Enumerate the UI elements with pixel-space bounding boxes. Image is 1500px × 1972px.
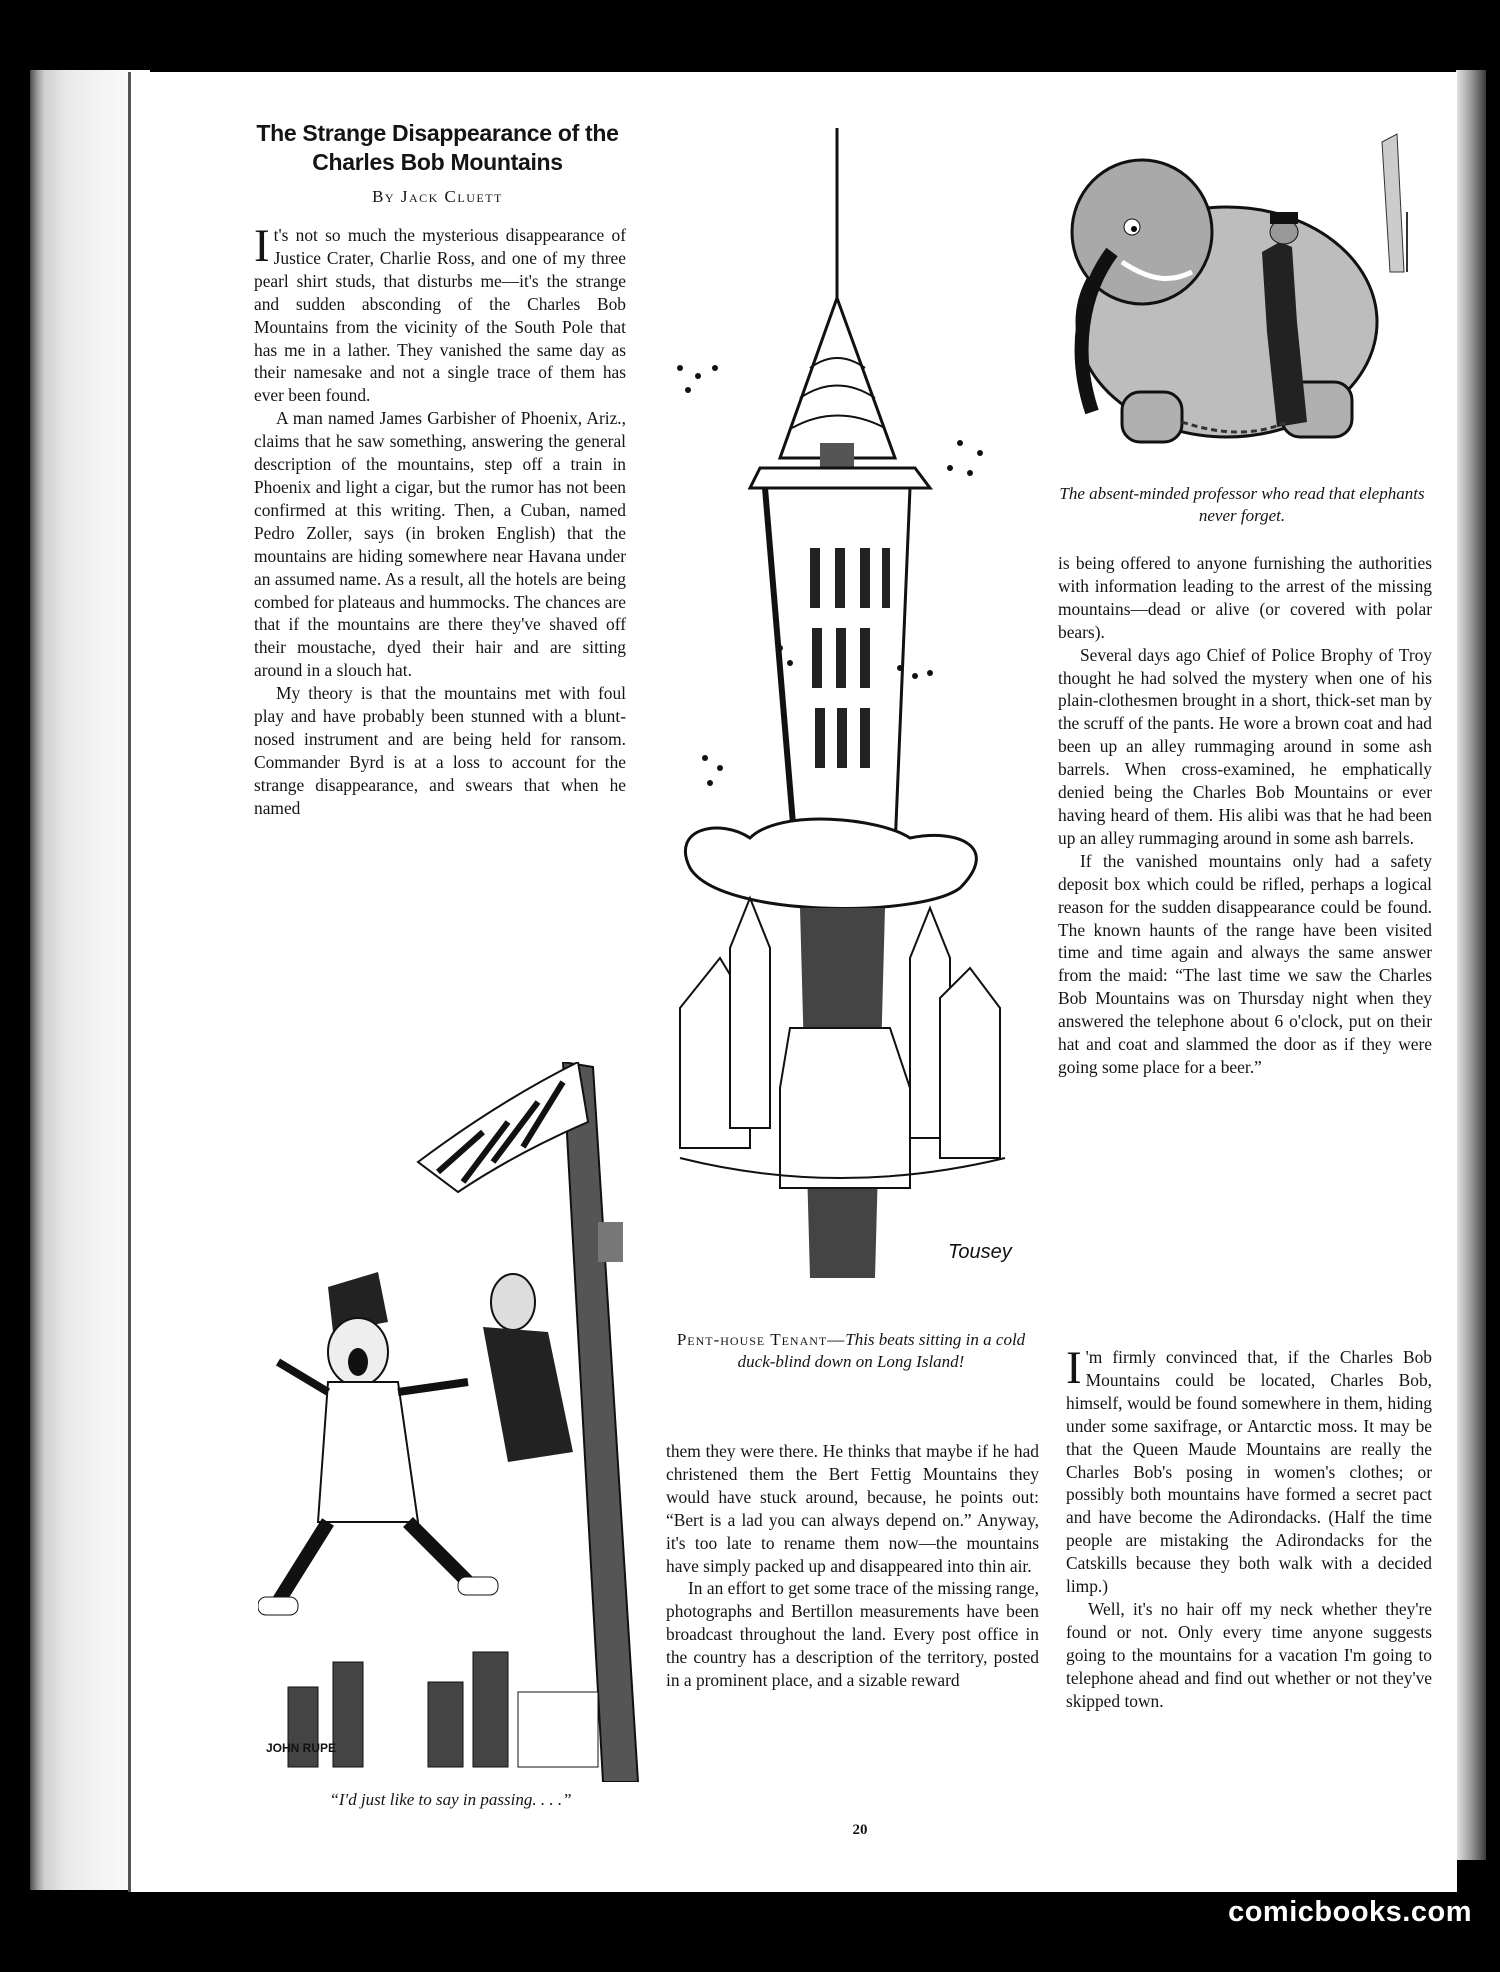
paragraph: In an effort to get some trace of the missing range, photographs and Bertillon measurements have been broadcast throughout the land. Every post office in the country has a description of the territory, posted in a prominent place, and a sizable reward: [666, 1578, 1039, 1691]
page-number: 20: [852, 1822, 868, 1838]
paragraph: If the vanished mountains only had a safety deposit box which could be rifled, perhaps a logical reason for the sudden disappearance could be found. The known haunts of the range have been visited time and time again and always the same answer from the maid: “The last time we saw the Charles Bob Mountains was on Thursday night when they answered the telephone about 6 o'clock, put on their hat and coat and slammed the door as if they were going some place for a beer.”: [1058, 850, 1432, 1077]
skyscraper-cartoon: [660, 128, 1020, 1308]
article-column-3-continued: [1066, 1342, 1432, 1713]
svg-text:JOHN RUPE: JOHN RUPE: [266, 1741, 337, 1755]
paragraph: It's not so much the mysterious disappearance of Justice Crater, Charlie Ross, and one of my three pearl shirt studs, that disturbs me—it's the strange and sudden absconding of the Charles Bob Mountains from the vicinity of the South Pole that has me in a lather. They vanished the same day as their namesake and not a single trace of them has ever been found.: [254, 220, 626, 406]
paragraph: I 'm firmly convinced that, if the Charles Bob Mountains could be located, Charles Bob, himself, would be found somewhere in them, hiding under some saxifrage, or Antarctic moss. It may be that the Queen Maude Mountains are really the Charles Bob's posing in women's clothes; or possibly both mountains have formed a secret pact and have become the Adirondacks. (Half the time people are mistaking the Adirondacks for the Catskills because they both walk with a decided limp.): [1066, 1342, 1432, 1597]
falling-man-cartoon: [258, 1062, 643, 1782]
article-byline: By Jack Cluett: [372, 187, 503, 206]
paragraph: Several days ago Chief of Police Brophy of Troy thought he had solved the mystery when one of his plain-clothesmen brought in a short, thick-set man by the scruff of the pants. He wore a brown coat and had been up an alley rummaging around in some ash barrels. When cross-examined, he emphatically denied being the Charles Bob Mountains or ever having heard of them. His alibi was that he had been up an alley rummaging around in some ash barrels.: [1058, 644, 1432, 848]
book-right-edge: [1456, 70, 1486, 1860]
drop-cap: I: [1066, 1342, 1082, 1394]
article-column-3: [1058, 552, 1432, 1079]
artist-signature-tower: Tousey: [948, 1241, 1012, 1263]
paragraph: Well, it's no hair off my neck whether they're found or not. Only every time anyone suggests going to the mountains for a vacation I'm going to telephone ahead and find out whether or not they've skipped town.: [1066, 1598, 1432, 1711]
elephant-cartoon: [1052, 122, 1432, 467]
falling-man-caption: “I'd just like to say in passing. . . .”: [329, 1790, 572, 1809]
paragraph: My theory is that the mountains met with foul play and have probably been stunned with a blunt-nosed instrument and are being held for ransom. Commander Byrd is at a loss to account for the strange disappearance, and swears that when he named: [254, 683, 626, 818]
article-column-1: [254, 220, 626, 820]
skyscraper-caption: Pent-house Tenant—This beats sitting in a cold duck-blind down on Long Island!: [676, 1330, 1026, 1371]
watermark-text: comicbooks.com: [1228, 1896, 1472, 1928]
artist-signature-falling: [266, 1741, 336, 1755]
article-column-2: [666, 1440, 1039, 1692]
paragraph: them they were there. He thinks that maybe if he had christened them the Bert Fettig Mountains they would have stuck around, because, he points out: “Bert is a lad you can always depend on.” Anyway, it's too late to rename them now—the mountains have simply packed up and disappeared into thin air.: [666, 1441, 1039, 1576]
elephant-caption: The absent-minded professor who read that elephants never forget.: [1059, 484, 1425, 525]
article-title: The Strange Disappearance of the Charles Bob Mountains: [256, 120, 619, 175]
drop-cap: I: [254, 220, 270, 272]
paragraph: A man named James Garbisher of Phoenix, Ariz., claims that he saw something, answering the general description of the mountains, step off a train in Phoenix and light a cigar, but the rumor has not been confirmed at this writing. Then, a Cuban, named Pedro Zoller, says (in broken English) that the mountains are hiding somewhere near Havana under an assumed name. As a result, all the hotels are being combed for plateaus and hummocks. The chances are that if the mountains are there they've shaved off their moustache, dyed their hair and are sitting around in a slouch hat.: [254, 408, 626, 681]
paragraph: is being offered to anyone furnishing the authorities with information leading to the arrest of the missing mountains—dead or alive (or covered with polar bears).: [1058, 553, 1432, 642]
